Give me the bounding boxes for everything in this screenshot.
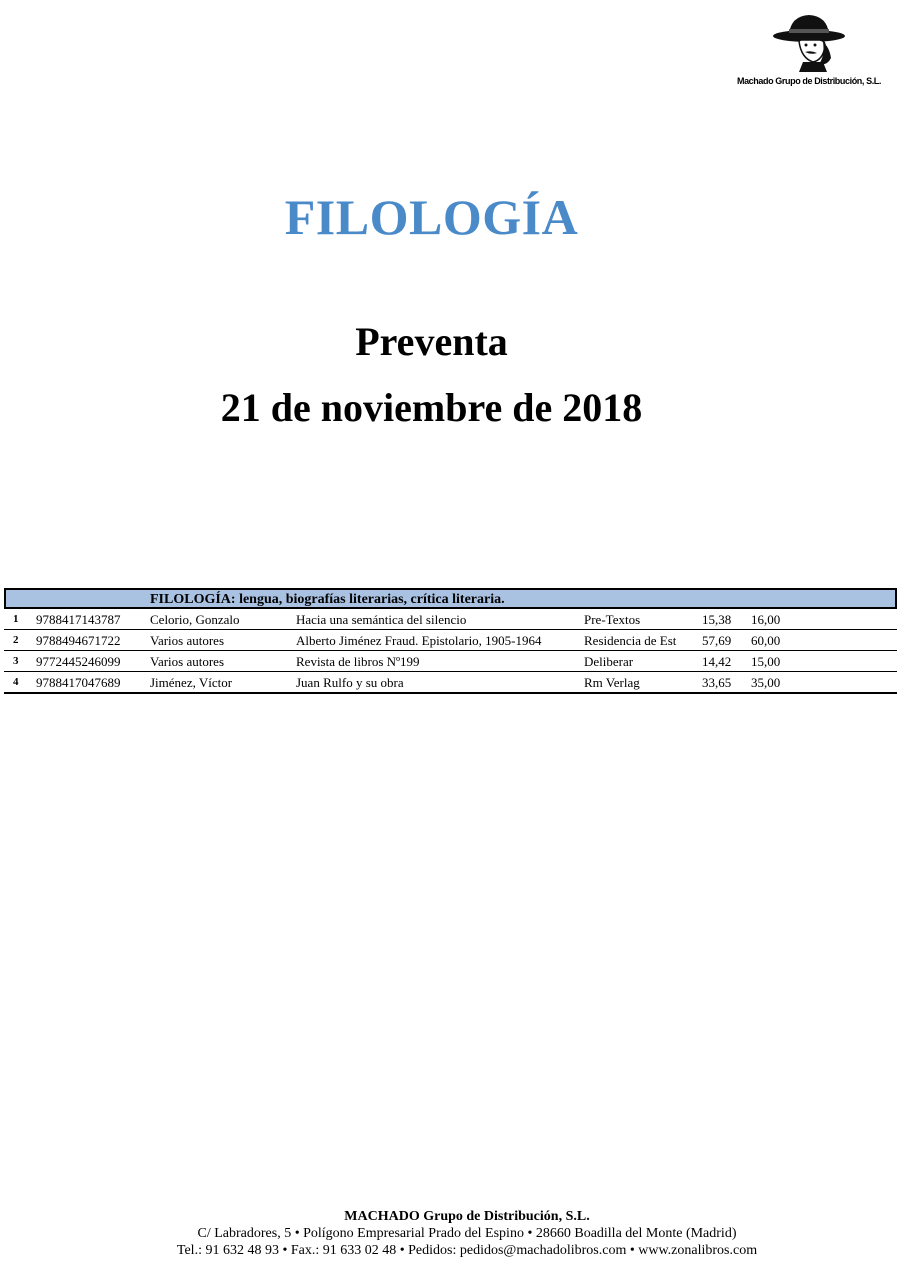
subtitle-date: 21 de noviembre de 2018 xyxy=(220,385,643,430)
row-number: 1 xyxy=(13,613,19,625)
company-logo xyxy=(733,10,885,94)
row-title: Alberto Jiménez Fraud. Epistolario, 1905-1964 xyxy=(296,633,542,648)
logo-text: Machado Grupo de Distribución, S.L. xyxy=(736,76,881,86)
row-publisher: Residencia de Est xyxy=(584,633,677,648)
row-publisher: Pre-Textos xyxy=(584,612,641,627)
row-author: Celorio, Gonzalo xyxy=(150,612,240,627)
row-isbn: 9772445246099 xyxy=(36,654,121,669)
row-title: Hacia una semántica del silencio xyxy=(296,612,467,627)
row-price-net: 15,38 xyxy=(702,612,732,627)
hat-figure-icon xyxy=(769,12,849,76)
subtitle-preventa: Preventa xyxy=(355,319,508,364)
row-number: 2 xyxy=(13,634,19,646)
page-title: FILOLOGÍA xyxy=(284,189,579,245)
row-isbn: 9788494671722 xyxy=(36,633,121,648)
row-author: Jiménez, Víctor xyxy=(150,675,233,690)
row-number: 3 xyxy=(13,655,19,667)
book-table xyxy=(4,588,897,694)
row-price-net: 57,69 xyxy=(702,633,732,648)
table-row xyxy=(4,672,897,694)
table-header-label: FILOLOGÍA: lengua, biografías literarias, crítica literaria. xyxy=(150,592,505,607)
row-price-net: 33,65 xyxy=(702,675,732,690)
table-header xyxy=(4,588,897,609)
row-price: 60,00 xyxy=(751,633,781,648)
row-author: Varios autores xyxy=(150,654,225,669)
row-title: Revista de libros Nº199 xyxy=(296,654,420,669)
row-price: 15,00 xyxy=(751,654,781,669)
row-title: Juan Rulfo y su obra xyxy=(296,675,404,690)
table-row xyxy=(4,630,897,651)
row-author: Varios autores xyxy=(150,633,225,648)
row-isbn: 9788417143787 xyxy=(36,612,121,627)
row-publisher: Rm Verlag xyxy=(584,675,640,690)
row-number: 4 xyxy=(13,676,19,688)
footer-address: C/ Labradores, 5 • Polígono Empresarial Prado del Espino • 28660 Boadilla del Monte (Madrid) xyxy=(197,1226,737,1241)
row-isbn: 9788417047689 xyxy=(36,675,121,690)
table-row xyxy=(4,609,897,630)
row-price: 16,00 xyxy=(751,612,781,627)
table-row xyxy=(4,651,897,672)
row-publisher: Deliberar xyxy=(584,654,634,669)
footer-contact: Tel.: 91 632 48 93 • Fax.: 91 633 02 48 • Pedidos: pedidos@machadolibros.com • www.zonalibros.com xyxy=(176,1243,758,1258)
row-price-net: 14,42 xyxy=(702,654,732,669)
row-price: 35,00 xyxy=(751,675,781,690)
footer-company: MACHADO Grupo de Distribución, S.L. xyxy=(344,1209,590,1224)
